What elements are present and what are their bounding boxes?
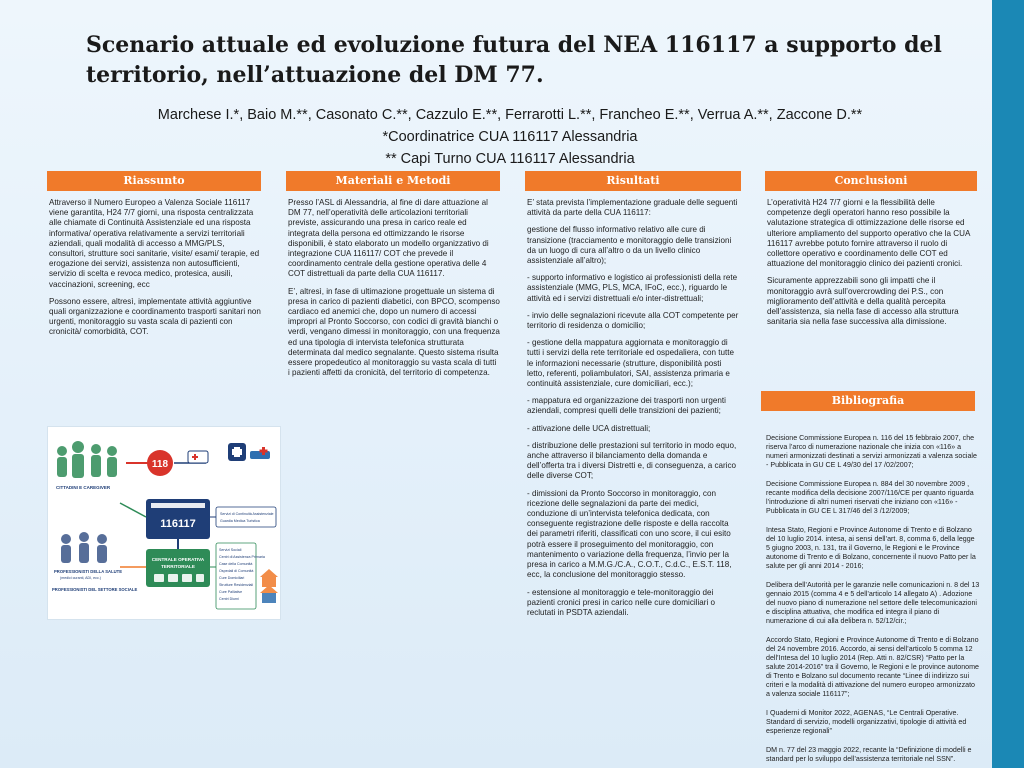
authors-line: Marchese I.*, Baio M.**, Casonato C.**, Cazzulo E.**, Ferrarotti L.**, Francheo E.**, Verrua A.**, Zaccone D.** xyxy=(157,107,863,123)
risultati-paragraph: - distribuzione delle prestazioni sul territorio in modo equo, anche attraverso il bilanciamento della domanda e dell’offerta tra i diversi Distretti e, di conseguenza, a carico delle diverse COT; xyxy=(527,440,737,481)
centrale-line: TERRITORIALE xyxy=(161,564,195,569)
risultati-paragraph: - dimissioni da Pronto Soccorso in monitoraggio, con ricezione delle segnalazioni da parte dei medici, conduzione di un’intervista telefonica dedicata, con conseguente registrazione delle risposte e della raccolta dei parametri riferiti, classificati con uno score, il cui esito potrà essere il proseguimento del monitoraggio, con mantenimento o variazione della frequenza, l’invio per la presa in carico a M.M.G./C.A., C.O.T., C.d.C., E.S.T. 118, ecc, la conclusione del monitoraggio stesso. xyxy=(527,488,732,580)
bibliografia-entry: Decisione Commissione Europea n. 884 del 30 novembre 2009 , recante modifica della decisione 2007/116/CE per quanto riguarda l’introduzione di altri numeri riservati che iniziano con «116» - Pubblicata in GU CE L 317/46 del 3 /12/2009; xyxy=(766,480,974,515)
services-a-item: Guardia Medica Turistica xyxy=(220,519,260,523)
bibliografia-entry: Decisione Commissione Europea n. 116 del 15 febbraio 2007, che riserva l’arco di numerazione nazionale che inizia con «116» a numeri armonizzati destinati a servizi armonizzati a valenza sociale - Pubblicata in GU CE L 49/30 del 17 /02/2007; xyxy=(766,434,977,469)
professionisti-sociale-label: PROFESSIONISTI DEL SETTORE SOCIALE xyxy=(52,587,138,592)
risultati-paragraph: - gestione della mappatura aggiornata e monitoraggio di tutti i servizi della rete territoriale ed ospedaliera, con tutte le informazioni necessarie (strutture, disponibilità posti letto, referenti, poliambulatori, SAI, assistenza primaria e continuità assistenziale, cure domiciliari, ecc.); xyxy=(527,338,734,389)
risultati-paragraph: - mappatura ed organizzazione dei trasporti non urgenti aziendali, compresi quelli delle transizioni dei pazienti; xyxy=(527,396,726,416)
riassunto-text xyxy=(49,198,261,345)
riassunto-paragraph: Attraverso il Numero Europeo a Valenza Sociale 116117 viene garantita, H24 7/7 giorni, una risposta centralizzata alle chiamate di Continuità Assistenziale ed una risposta informativa/ operativa relativamente a servizi territoriali aziendali, quali modalità di accesso a MMG/PLS, consultori, strutture soci sanitarie, visite/ esami/ terapie, ed erogazione dei servizi, assistenza non autosufficienti, servizio di scelta e revoca medico, protesica, ausili, vaccinazioni, screening, ecc xyxy=(49,198,260,289)
conclusioni-paragraph: L’operatività H24 7/7 giorni e la flessibilità delle competenze degli operatori hanno reso possibile la valutazione strategica di ottimizzazione delle risorse ed ulteriore ampliamento del supporto operativo che la CUA 116117 avrebbe potuto fornire attraverso il ruolo di collettore operativo e coordinamento delle COT ed attuazione del monitoraggio clinico dei pazienti cronici. xyxy=(767,198,970,269)
conclusioni-text xyxy=(767,198,977,334)
risultati-paragraph: gestione del flusso informativo relativo alle cure di transizione (tracciamento e monitoraggio delle transizioni da un luogo di cura all’altro o da un livello clinico assistenziale all’altro); xyxy=(527,225,732,266)
bibliografia-entry: Delibera dell’Autorità per le garanzie nelle comunicazioni n. 8 del 13 gennaio 2015 (comma 4 e 5 dell’articolo 14 allegato A) . Adozione del nuovo piano di numerazione nel settore delle telecomunicazioni e disciplina attuativa, che modifica ed integra il piano di numerazione di cui alla delibera n. 52/12/cir.; xyxy=(766,581,980,625)
section-header-conclusioni: Conclusioni xyxy=(765,171,977,191)
badge-118-label: 118 xyxy=(151,459,169,470)
services-b-item: Cure Palliative xyxy=(219,590,243,594)
ambulance-icon xyxy=(188,451,208,463)
services-b-item: Case della Comunità xyxy=(219,562,253,566)
section-header-risultati: Risultati xyxy=(525,171,741,191)
materiali-metodi-text xyxy=(288,198,500,385)
continuity-services-box xyxy=(216,507,276,527)
citizens-people-icon xyxy=(57,441,117,478)
bibliografia-entry: DM n. 77 del 23 maggio 2022, recante la “Definizione di modelli e standard per lo sviluppo dell’assistenza territoriale nel SSN”. xyxy=(766,746,972,763)
cua-116117-diagram xyxy=(47,426,281,620)
services-b-item: Centri di Assistenza Primaria xyxy=(219,555,265,559)
bibliografia-entry: I Quaderni di Monitor 2022, AGENAS, “Le Centrali Operative. Standard di servizio, modelli organizzativi, tipologie di attività ed esperienze regionali” xyxy=(766,709,967,735)
conclusioni-paragraph: Sicuramente apprezzabili sono gli impatti che il monitoraggio avrà sull’overcrowding dei P.S., con miglioramento dell’attività e della qualità percepita dell’assistenza, sia nella fase di accesso alla struttura sanitaria sia nella fase successiva alla dimissione. xyxy=(767,276,959,327)
authors-block xyxy=(80,104,940,170)
professionisti-salute-label: PROFESSIONISTI DELLA SALUTE xyxy=(54,569,123,574)
hospital-bed-icon xyxy=(228,443,270,461)
section-header-bibliografia: Bibliografia xyxy=(761,391,975,411)
bibliografia-entry: Intesa Stato, Regioni e Province Autonome di Trento e di Bolzano del 10 luglio 2014. intesa, ai sensi dell’art. 8, comma 6, della legge 5 giugno 2003, n. 131, tra il Governo, le Regioni e le Province autonome di Trento e di Bolzano, concernente il nuovo Patto per la salute per gli anni 2014 - 2016; xyxy=(766,526,976,570)
health-professionals-icon xyxy=(61,532,107,563)
affiliation-capi-turno: ** Capi Turno CUA 116117 Alessandria xyxy=(385,151,635,167)
professionisti-salute-sub: (medici curanti, ADI, ecc.) xyxy=(60,576,101,580)
bibliografia-entry: Accordo Stato, Regioni e Province Autonome di Trento e di Bolzano del 24 novembre 2016. Accordo, ai sensi dell’articolo 5 comma 12 dell’Intesa del 10 luglio 2014 (Rep. Atti n. 82/CSR) “Patto per la salute 2014-2016” tra il Governo, le Regioni e le province autonome di Trento e Bolzano sul documento recante “Linee di indirizzo sui criteri e la modalità di attivazione del numero europeo armonizzato a valenza sociale 116117”; xyxy=(766,636,979,698)
houses-icon xyxy=(260,569,278,603)
risultati-paragraph: - invio delle segnalazioni ricevute alla COT competente per territorio di residenza o domicilio; xyxy=(527,310,739,331)
risultati-paragraph: E’ stata prevista l’implementazione graduale delle seguenti attività da parte della CUA 116117: xyxy=(527,198,738,218)
section-header-materiali-metodi: Materiali e Metodi xyxy=(286,171,500,191)
services-b-item: Centri Diurni xyxy=(219,597,239,601)
risultati-text xyxy=(527,198,741,625)
services-b-item: Cure Domiciliari xyxy=(219,576,245,580)
bibliografia-list xyxy=(766,434,980,768)
cittadini-label: CITTADINI E CAREGIVER xyxy=(56,485,111,490)
section-header-riassunto: Riassunto xyxy=(47,171,261,191)
riassunto-paragraph: Possono essere, altresì, implementate attività aggiuntive quali organizzazione e coordinamento trasporti sanitari non urgenti, monitoraggio su vasta scala di pazienti con cronicità/ comorbidità, COT. xyxy=(49,296,261,337)
risultati-paragraph: - supporto informativo e logistico ai professionisti della rete assistenziale (MMG, PLS, MCA, IFoC, ecc.), riguardo le attività ed i servizi distrettuali e/o inter-distrettuali; xyxy=(527,273,738,303)
services-a-item: Servizi di Continuità Assistenziale xyxy=(220,512,274,516)
services-b-item: Ospedali di Comunità xyxy=(219,569,254,573)
risultati-paragraph: - attivazione delle UCA distrettuali; xyxy=(527,423,651,433)
materiali-paragraph: E’, altresì, in fase di ultimazione progettuale un sistema di presa in carico di pazienti diabetici, con BPCO, scompenso cardiaco ed anemici che, dopo un numero di accessi impropri al Pronto Soccorso, con codici di gravità bianchi o verdi, vengano dimessi in monitoraggio, con una frequenza ed una tipologia di intervista telefonica strutturata determinata dal medico segnalante. Questo sistema risulta essere propedeutico al monitoraggio su vasta scala di tutti i pazienti affetti da cronicità, del territorio di competenza. xyxy=(288,286,500,378)
materiali-paragraph: Presso l’ASL di Alessandria, al fine di dare attuazione al DM 77, nell’operatività delle articolazioni territoriali previste, assicurando una presa in carico reale ed integrata della persona ed ottimizzando le risorse disponibili, è stato elaborato un modello organizzativo di integrazione CUA 116117/ COT che prevede il coordinamento centrale della gestione operativa delle 4 COT distrettuali da parte della CUA 116117. xyxy=(288,198,489,279)
centrale-line: CENTRALE OPERATIVA xyxy=(151,557,205,562)
services-b-item: Servizi Sociali xyxy=(219,548,242,552)
right-side-band xyxy=(992,0,1024,768)
risultati-paragraph: - estensione al monitoraggio e tele-monitoraggio dei pazienti cronici presi in carico nelle cure domiciliari o reclutati in PSDTA aziendali. xyxy=(527,587,716,617)
poster-title: Scenario attuale ed evoluzione futura del NEA 116117 a supporto del territorio, nell’attuazione del DM 77. xyxy=(86,32,942,88)
affiliation-coordinatrice: *Coordinatrice CUA 116117 Alessandria xyxy=(382,129,638,145)
number-116117-label: 116117 xyxy=(160,518,196,530)
services-b-item: Strutture Residenziali xyxy=(219,583,254,587)
